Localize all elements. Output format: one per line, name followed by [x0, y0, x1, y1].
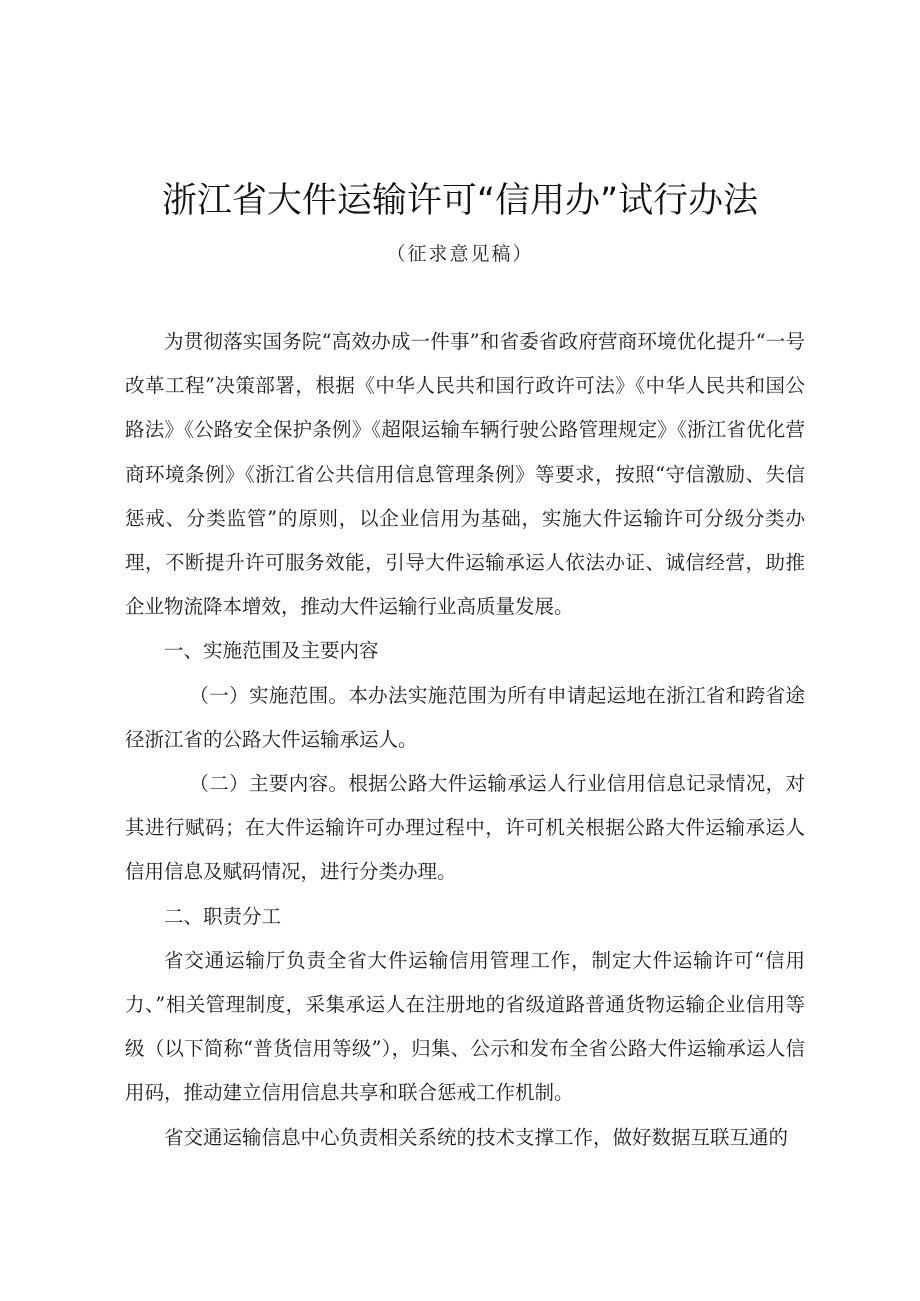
paragraph-info-center: 省交通运输信息中心负责相关系统的技术支撑工作，做好数据互联互通的 [164, 1125, 789, 1149]
section-heading-2: 二、职责分工 [164, 904, 282, 928]
paragraph-provincial-dept: 省交通运输厅负责全省大件运输信用管理工作，制定大件运输许可“信用力、”相关管理制度，采集承运人在注册地的省级道路普通货物运输企业信用等级（以下简称“普货信用等级”），归集、公示和发布全省公路大件运输承运人信用码，推动建立信用信息共享和联合惩戒工作机制。 [125, 948, 805, 1105]
paragraph-scope: （一）实施范围。本办法实施范围为所有申请起运地在浙江省和跨省途径浙江省的公路大件运输承运人。 [125, 683, 805, 751]
paragraph-content: （二）主要内容。根据公路大件运输承运人行业信用信息记录情况，对其进行赋码；在大件运输许可办理过程中，许可机关根据公路大件运输承运人信用信息及赋码情况，进行分类办理。 [125, 772, 805, 884]
paragraph-preamble: 为贯彻落实国务院“高效办成一件事”和省委省政府营商环境优化提升“一号改革工程”决策部署，根据《中华人民共和国行政许可法》《中华人民共和国公路法》《公路安全保护条例》《超限运输车辆行驶公路管理规定》《浙江省优化营商环境条例》《浙江省公共信用信息管理条例》等要求，按照“守信激励、失信惩戒、分类监管”的原则，以企业信用为基础，实施大件运输许可分级分类办理，不断提升许可服务效能，引导大件运输承运人依法办证、诚信经营，助推企业物流降本增效，推动大件运输行业高质量发展。 [125, 330, 805, 619]
document-title: 浙江省大件运输许可“信用办”试行办法 [161, 181, 759, 221]
document-body [125, 320, 805, 1160]
section-heading-1: 一、实施范围及主要内容 [164, 639, 379, 663]
document-subtitle: （征求意见稿） [386, 243, 534, 265]
